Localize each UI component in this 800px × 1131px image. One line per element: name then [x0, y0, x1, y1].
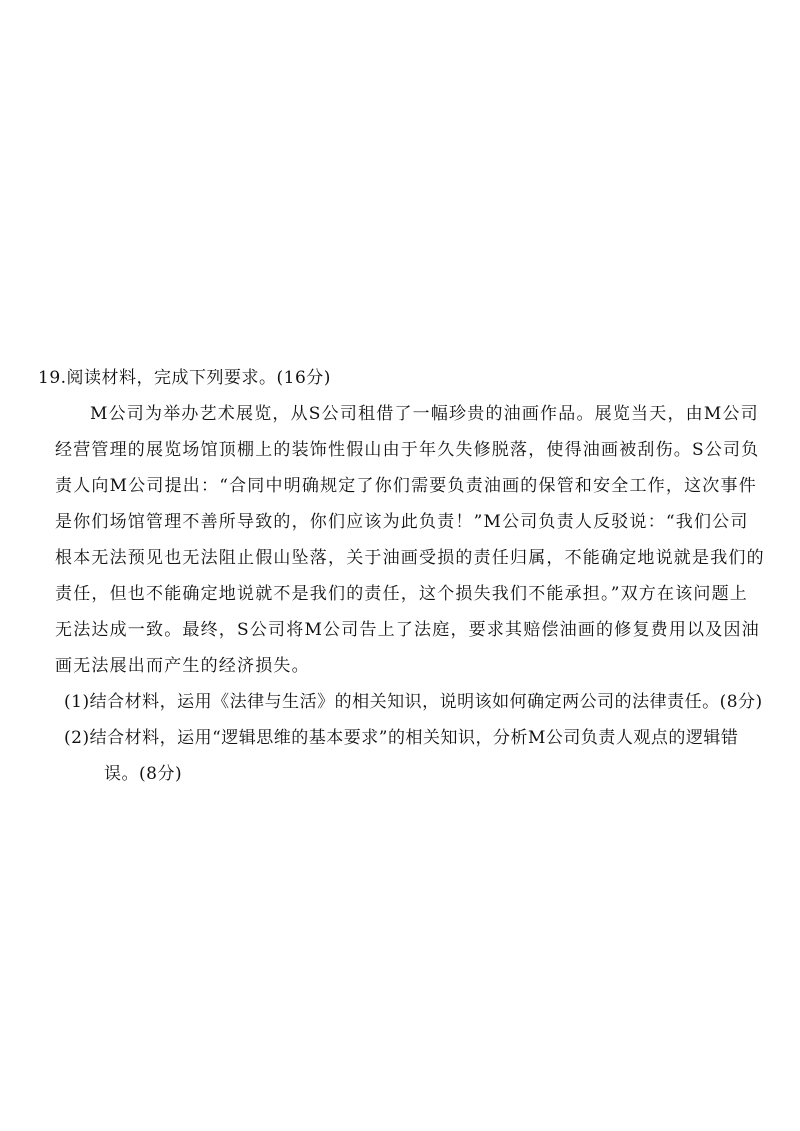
- sub-question-line: (2)结合材料，运用“逻辑思维的基本要求”的相关知识，分析M公司负责人观点的逻辑错: [64, 728, 739, 748]
- sub-question-line: (1)结合材料，运用《法律与生活》的相关知识，说明该如何确定两公司的法律责任。(8分): [64, 692, 763, 712]
- material-line: 是你们场馆管理不善所导致的，你们应该为此负责！”M公司负责人反驳说：“我们公司: [55, 512, 749, 532]
- material-line: 根本无法预见也无法阻止假山坠落，关于油画受损的责任归属，不能确定地说就是我们的: [55, 548, 765, 568]
- material-line: 画无法展出而产生的经济损失。: [55, 656, 310, 676]
- sub-question-1: [38, 684, 768, 720]
- material-line: M公司为举办艺术展览，从S公司租借了一幅珍贵的油画作品。展览当天，由M公司: [90, 404, 759, 424]
- material-line: 责任，但也不能确定地说就不是我们的责任，这个损失我们不能承担。”双方在该问题上: [55, 584, 748, 604]
- material-paragraph: [38, 396, 768, 684]
- question-19: [38, 360, 768, 792]
- material-line: 无法达成一致。最终，S公司将M公司告上了法庭，要求其赔偿油画的修复费用以及因油: [55, 620, 760, 640]
- sub-question-2: [38, 720, 768, 792]
- material-line: 责人向M公司提出：“合同中明确规定了你们需要负责油画的保管和安全工作，这次事件: [55, 476, 757, 496]
- sub-question-line: 误。(8分): [104, 764, 183, 784]
- question-title: 19.阅读材料，完成下列要求。(16分): [38, 368, 331, 388]
- material-line: 经营管理的展览场馆顶棚上的装饰性假山由于年久失修脱落，使得油画被刮伤。S公司负: [55, 440, 760, 460]
